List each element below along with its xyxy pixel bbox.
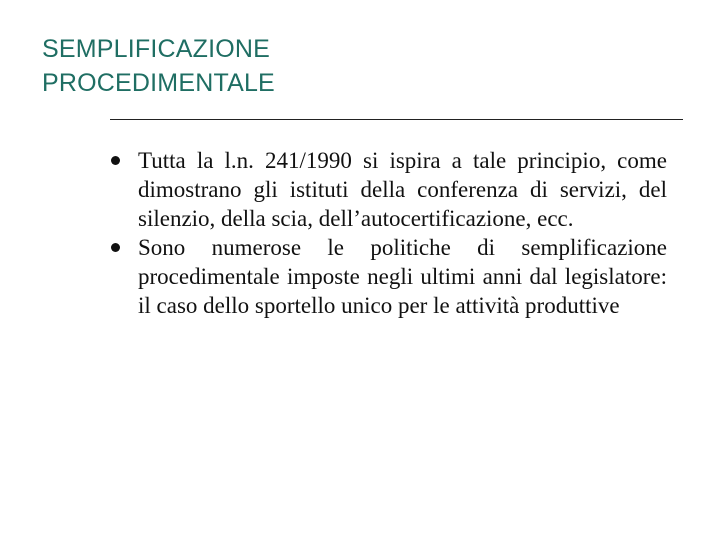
bullet-list [111, 146, 667, 320]
slide-title [42, 32, 642, 100]
bullet-item [111, 233, 667, 320]
bullet-text: Tutta la l.n. 241/1990 si ispira a tale principio, come dimostrano gli istituti della conferenza di servizi, del silenzio, della scia, dell’autocertificazione, ecc. [138, 148, 667, 231]
bullet-text: Sono numerose le politiche di semplificazione procedimentale imposte negli ultimi anni dal legislatore: il caso dello sportello unico per le attività produttive [138, 235, 667, 318]
slide-title-line-2: PROCEDIMENTALE [42, 69, 275, 97]
bullet-item [111, 146, 667, 233]
bullet-dot-icon [111, 243, 120, 252]
slide-title-line-1: SEMPLIFICAZIONE [42, 35, 271, 63]
bullet-dot-icon [111, 156, 120, 165]
title-divider [110, 119, 683, 120]
